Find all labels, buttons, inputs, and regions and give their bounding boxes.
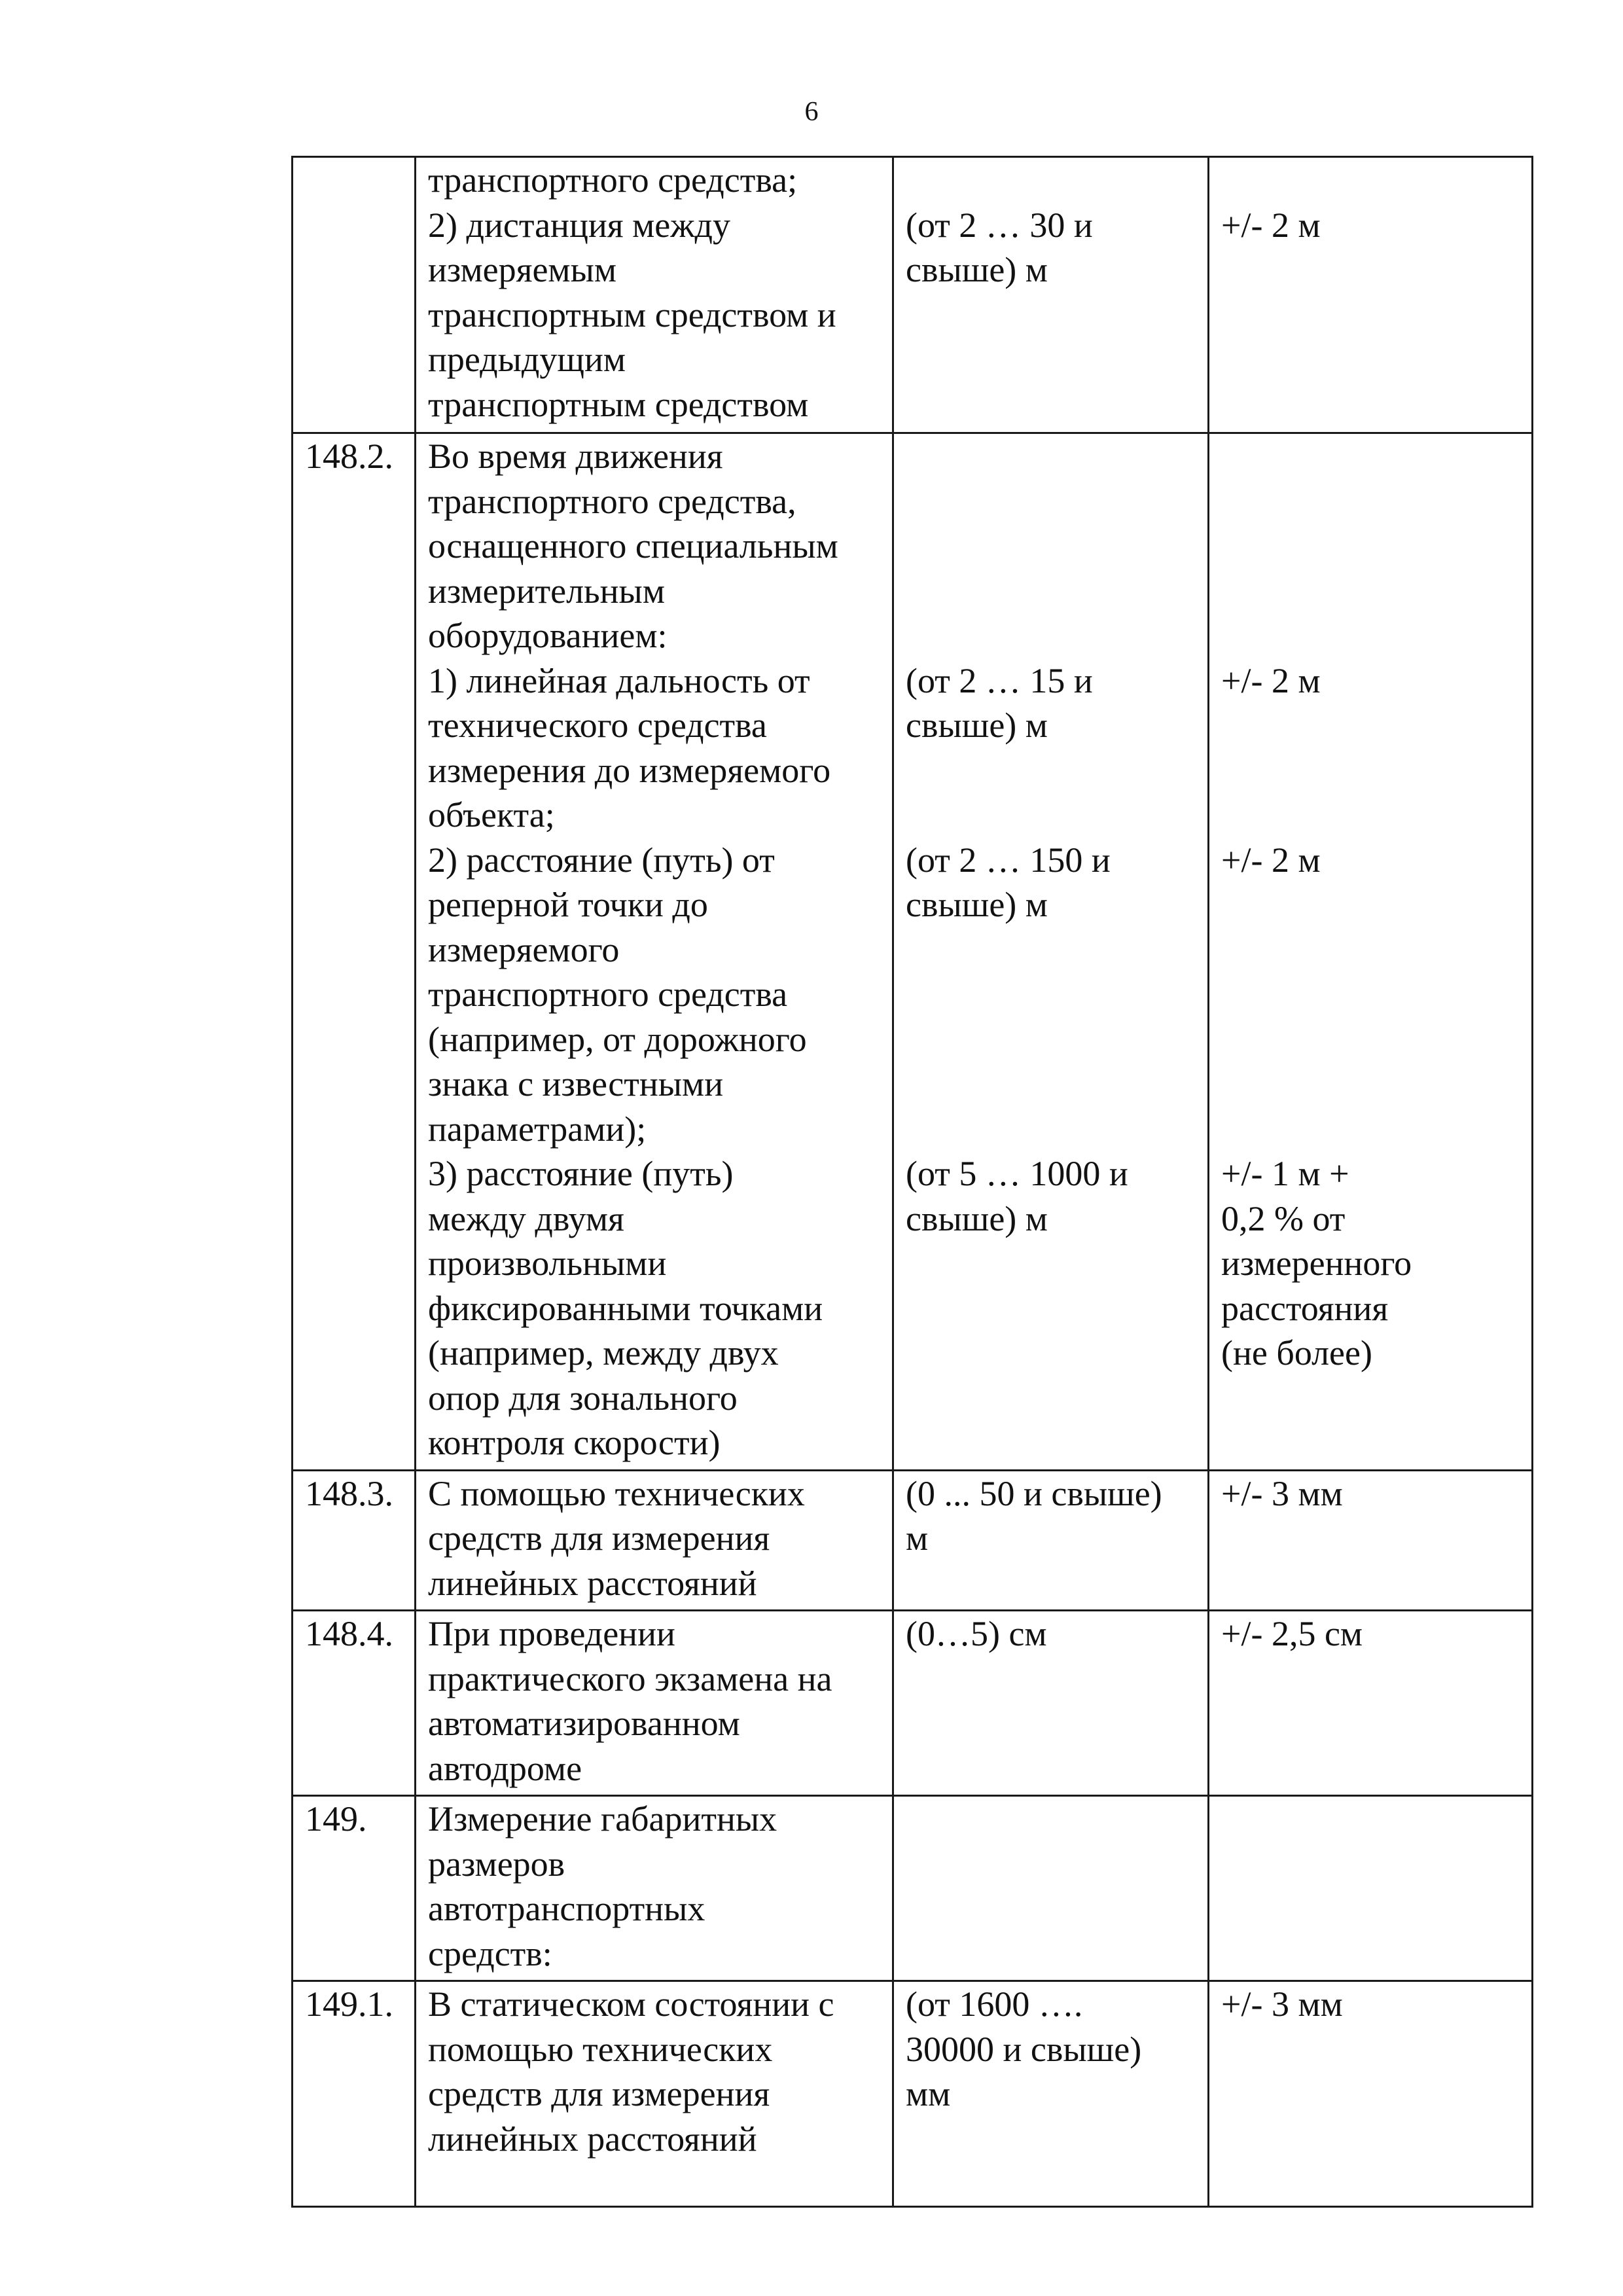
- range-line: свыше) м: [906, 885, 1048, 924]
- error-cell: [1209, 1981, 1533, 2207]
- error-cell: [1209, 1611, 1533, 1796]
- error-line: +/- 3 мм: [1221, 1473, 1343, 1513]
- description-line: размеров: [428, 1844, 565, 1884]
- table-row: [293, 433, 1533, 1471]
- description-line: фиксированными точками: [428, 1288, 823, 1328]
- table-row: [293, 1470, 1533, 1611]
- description-line: знака с известными: [428, 1064, 724, 1103]
- description-cell: [416, 1470, 893, 1611]
- description-line: транспортным средством: [428, 384, 809, 424]
- range-line: свыше) м: [906, 250, 1048, 289]
- description-line: автодроме: [428, 1748, 582, 1788]
- item-number-cell: 149.1.: [293, 1981, 416, 2207]
- range-line: (от 5 … 1000 и: [906, 1154, 1128, 1193]
- description-line: реперной точки до: [428, 885, 708, 924]
- description-cell: [416, 157, 893, 433]
- description-line: помощью технических: [428, 2029, 773, 2069]
- description-line: транспортного средства;: [428, 160, 798, 200]
- measurement-table: [291, 156, 1533, 2208]
- description-line: измеряемого: [428, 929, 620, 969]
- range-line: мм: [906, 2074, 951, 2113]
- table-row: [293, 1981, 1533, 2207]
- description-line: измерения до измеряемого: [428, 750, 831, 790]
- description-line: При проведении: [428, 1614, 675, 1653]
- description-line: между двумя: [428, 1198, 624, 1238]
- description-line: контроля скорости): [428, 1423, 721, 1462]
- range-line: м: [906, 1518, 929, 1558]
- error-line: +/- 2 м: [1221, 840, 1321, 880]
- description-line: предыдущим: [428, 340, 626, 379]
- range-cell: [893, 433, 1209, 1471]
- description-line: параметрами);: [428, 1109, 647, 1149]
- description-line: (например, между двух: [428, 1333, 779, 1372]
- range-line: (0 ... 50 и свыше): [906, 1473, 1162, 1513]
- item-number-cell: 148.3.: [293, 1470, 416, 1611]
- table-row: [293, 157, 1533, 433]
- error-cell: [1209, 1796, 1533, 1981]
- description-line: линейных расстояний: [428, 1563, 757, 1603]
- description-line: измерительным: [428, 571, 665, 611]
- description-line: транспортным средством и: [428, 295, 836, 334]
- error-cell: [1209, 1470, 1533, 1611]
- description-line: В статическом состоянии с: [428, 1984, 834, 2024]
- item-number-cell: [293, 157, 416, 433]
- description-line: автоматизированном: [428, 1704, 740, 1743]
- item-number-cell: 148.2.: [293, 433, 416, 1471]
- range-cell: [893, 157, 1209, 433]
- description-line: транспортного средства: [428, 975, 788, 1014]
- description-line: 1) линейная дальность от: [428, 660, 810, 700]
- range-cell: [893, 1470, 1209, 1611]
- error-line: +/- 2 м: [1221, 205, 1321, 245]
- error-line: (не более): [1221, 1333, 1372, 1372]
- range-line: свыше) м: [906, 706, 1048, 745]
- description-line: технического средства: [428, 706, 767, 745]
- description-line: объекта;: [428, 795, 555, 834]
- description-line: автотранспортных: [428, 1889, 705, 1928]
- description-cell: [416, 1611, 893, 1796]
- error-line: +/- 1 м +: [1221, 1154, 1349, 1193]
- error-line: +/- 3 мм: [1221, 1984, 1343, 2024]
- error-line: +/- 2,5 см: [1221, 1614, 1363, 1653]
- range-line: (от 1600 ….: [906, 1984, 1083, 2024]
- table-row: [293, 1611, 1533, 1796]
- description-line: 2) дистанция между: [428, 205, 731, 245]
- range-cell: [893, 1981, 1209, 2207]
- description-cell: [416, 1796, 893, 1981]
- error-line: расстояния: [1221, 1288, 1389, 1328]
- description-line: средств для измерения: [428, 1518, 770, 1558]
- description-cell: [416, 433, 893, 1471]
- range-cell: [893, 1611, 1209, 1796]
- range-line: (0…5) см: [906, 1614, 1047, 1653]
- error-line: измеренного: [1221, 1244, 1412, 1283]
- range-line: (от 2 … 15 и: [906, 660, 1093, 700]
- item-number-cell: 148.4.: [293, 1611, 416, 1796]
- description-line: измеряемым: [428, 250, 617, 289]
- range-line: (от 2 … 150 и: [906, 840, 1111, 880]
- description-line: произвольными: [428, 1244, 667, 1283]
- description-line: С помощью технических: [428, 1473, 805, 1513]
- description-line: средств для измерения: [428, 2074, 770, 2113]
- error-cell: [1209, 433, 1533, 1471]
- description-line: средств:: [428, 1933, 552, 1973]
- description-line: 3) расстояние (путь): [428, 1154, 734, 1193]
- error-line: +/- 2 м: [1221, 660, 1321, 700]
- error-cell: [1209, 157, 1533, 433]
- description-line: Измерение габаритных: [428, 1799, 777, 1839]
- range-cell: [893, 1796, 1209, 1981]
- description-line: (например, от дорожного: [428, 1019, 807, 1059]
- description-line: оборудованием:: [428, 616, 668, 655]
- description-line: практического экзамена на: [428, 1659, 832, 1698]
- page-number: 6: [804, 97, 819, 127]
- description-line: опор для зонального: [428, 1378, 738, 1418]
- range-line: (от 2 … 30 и: [906, 205, 1093, 245]
- description-line: оснащенного специальным: [428, 526, 838, 565]
- description-line: 2) расстояние (путь) от: [428, 840, 775, 880]
- description-line: транспортного средства,: [428, 481, 796, 521]
- range-line: свыше) м: [906, 1198, 1048, 1238]
- error-line: 0,2 % от: [1221, 1198, 1346, 1238]
- item-number-cell: 149.: [293, 1796, 416, 1981]
- description-line: линейных расстояний: [428, 2119, 757, 2159]
- table-row: [293, 1796, 1533, 1981]
- range-line: 30000 и свыше): [906, 2029, 1142, 2069]
- description-cell: [416, 1981, 893, 2207]
- description-line: Во время движения: [428, 437, 723, 476]
